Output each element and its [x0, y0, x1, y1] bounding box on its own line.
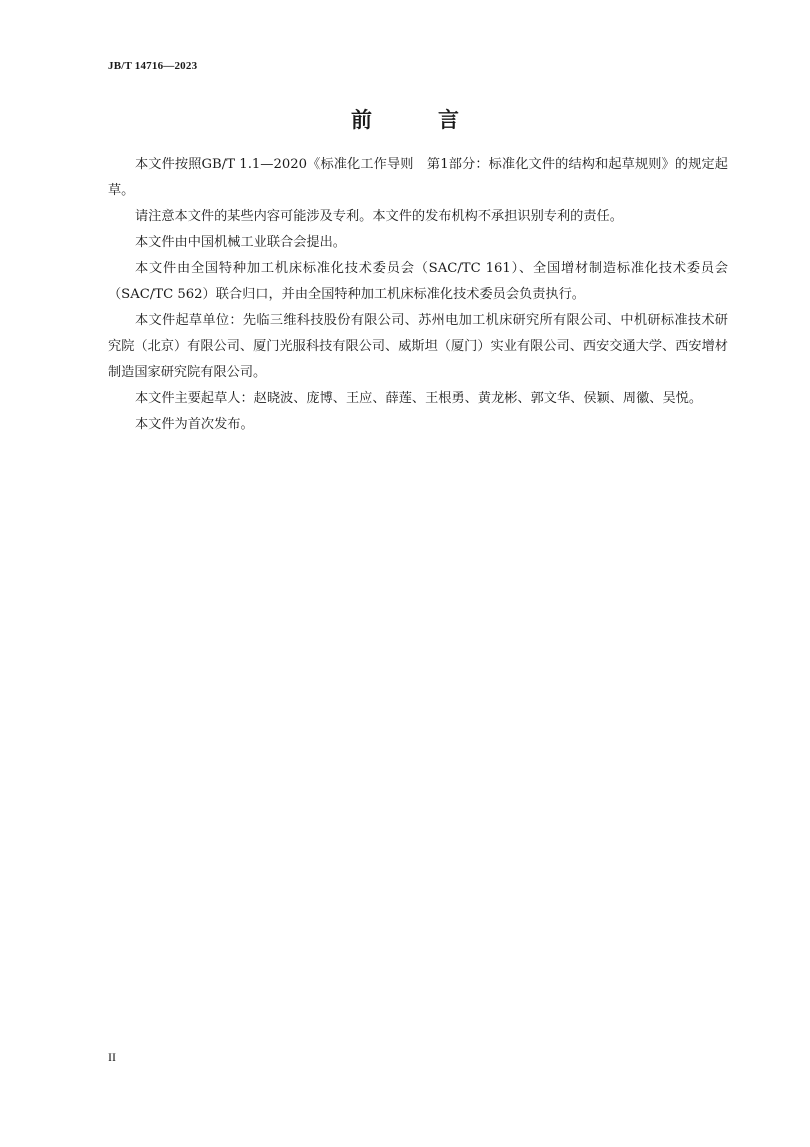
paragraph-technical-committee: 本文件由全国特种加工机床标准化技术委员会（SAC/TC 161）、全国增材制造标准化技术委员会（SAC/TC 562）联合归口，并由全国特种加工机床标准化技术委员会负责执行。	[108, 261, 728, 302]
page-title	[0, 104, 810, 134]
paragraph-first-release: 本文件为首次发布。	[135, 417, 254, 432]
title-char-1: 前	[351, 108, 372, 132]
paragraph-drafting-units: 本文件起草单位：先临三维科技股份有限公司、苏州电加工机床研究所有限公司、中机研标准技术研究院（北京）有限公司、厦门光服科技有限公司、威斯坦（厦门）实业有限公司、西安交通大学、西安增材制造国家研究院有限公司。	[108, 313, 728, 380]
paragraph-proposer: 本文件由中国机械工业联合会提出。	[135, 235, 346, 250]
title-char-2: 言	[438, 108, 459, 132]
page-number: II	[108, 1050, 116, 1064]
document-code: JB/T 14716—2023	[108, 60, 198, 72]
paragraph-patent-notice: 请注意本文件的某些内容可能涉及专利。本文件的发布机构不承担识别专利的责任。	[135, 209, 623, 224]
foreword-body	[108, 152, 728, 438]
paragraph-drafters: 本文件主要起草人：赵晓波、庞博、王应、薛莲、王根勇、黄龙彬、郭文华、侯颖、周徽、吴悦。	[135, 391, 703, 406]
paragraph-drafting-rules: 本文件按照GB/T 1.1—2020《标准化工作导则 第1部分：标准化文件的结构和起草规则》的规定起草。	[108, 157, 728, 198]
